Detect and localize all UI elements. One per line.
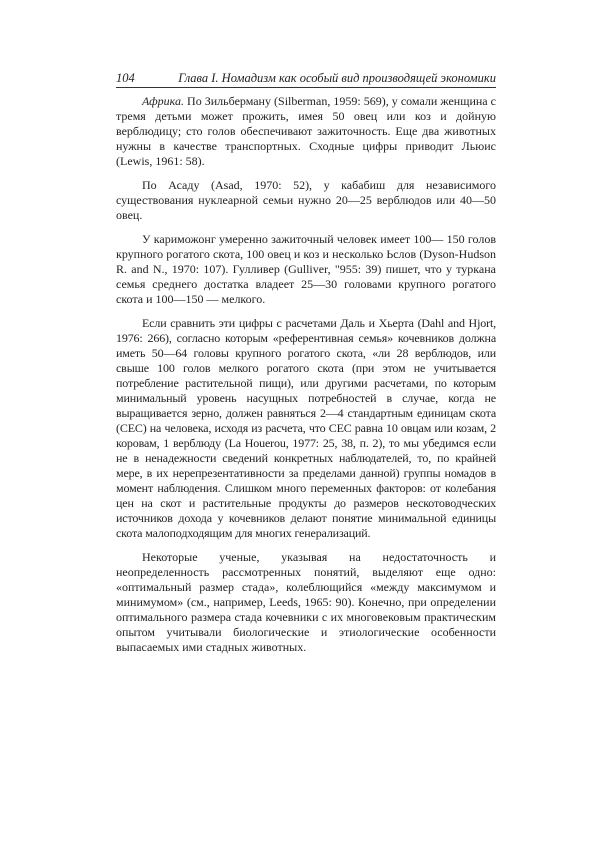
paragraph-asad: По Асаду (Asad, 1970: 52), у кабабиш для независимого существования нуклеарной семьи нужно 20—25 верблюдов или 40—50 овец. <box>116 178 496 222</box>
running-header <box>116 70 496 86</box>
paragraph-text: По Зильберману (Silberman, 1959: 569), у сомали женщина с тремя детьми может прожить, имея 50 овец или коз и дойную верблюдицу; сто голов обеспечивают зажиточность. Еще два животных нужны в качестве транспортных. Сходные цифры приводит Льюис (Lewis, 1961: 58). <box>116 94 496 168</box>
running-title: Глава I. Номадизм как особый вид производящей экономики <box>178 71 496 85</box>
page-number: 104 <box>116 71 135 85</box>
paragraph-optimal-herd: Некоторые ученые, указывая на недостаточность и неопределенность рассмотренных понятий, выделяют еще одно: «оптимальный размер стада», колеблющийся «между максимумом и минимумом» (см., например, Leeds, 1965: 90). Конечно, при определении оптимального размера стада кочевники с их многовековым практическим опытом учитывали биологические и этиологические особенности выпасаемых ими стадных животных. <box>116 550 496 654</box>
paragraph-africa <box>116 94 496 169</box>
paragraph-lead: Африка. <box>142 94 184 108</box>
header-divider <box>116 87 496 88</box>
paragraph-karimojong: У кариможонг умеренно зажиточный человек имеет 100— 150 голов крупного рогатого скота, 100 овец и коз и несколько Ьслов (Dyson-Hudson R. and N., 1970: 107). Гулливер (Gulliver, "955: 39) пишет, что у туркана семья среднего достатка владеет 25—30 головами крупного рогатого скота и 100—150 — мелкого. <box>116 232 496 306</box>
page-body <box>116 94 496 664</box>
paragraph-dahl-hjort: Если сравнить эти цифры с расчетами Даль и Хьерта (Dahl and Hjort, 1976: 266), согласно которым «референтивная семья» кочевников должна иметь 50—64 головы крупного рогатого скота, «ли 28 верблюдов, или свыше 100 голов мелкого рогатого скота (при этом не учитывается потребление растительной пищи), или другими расчетами, по которым минимальный уровень насущных потребностей в случае, когда не выращивается зерно, должен равняться 2—4 стандартным единицам скота (СЕС) на человека, исходя из расчета, что СЕС равна 10 овцам или козам, 2 коровам, 1 верблюду (La Houerou, 1977: 25, 38, п. 2), то мы убедимся если не в ненадежности сведений конкретных наблюдателей, то, по крайней мере, в их нерепрезентативности за пределами данной) группы номадов в момент наблюдения. Слишком много переменных факторов: от колебания цен на скот и растительные продукты до размеров нескотоводческих источников дохода у кочевников делают понятие минимальной единицы скота малоподходящим для многих генерализаций. <box>116 316 496 540</box>
